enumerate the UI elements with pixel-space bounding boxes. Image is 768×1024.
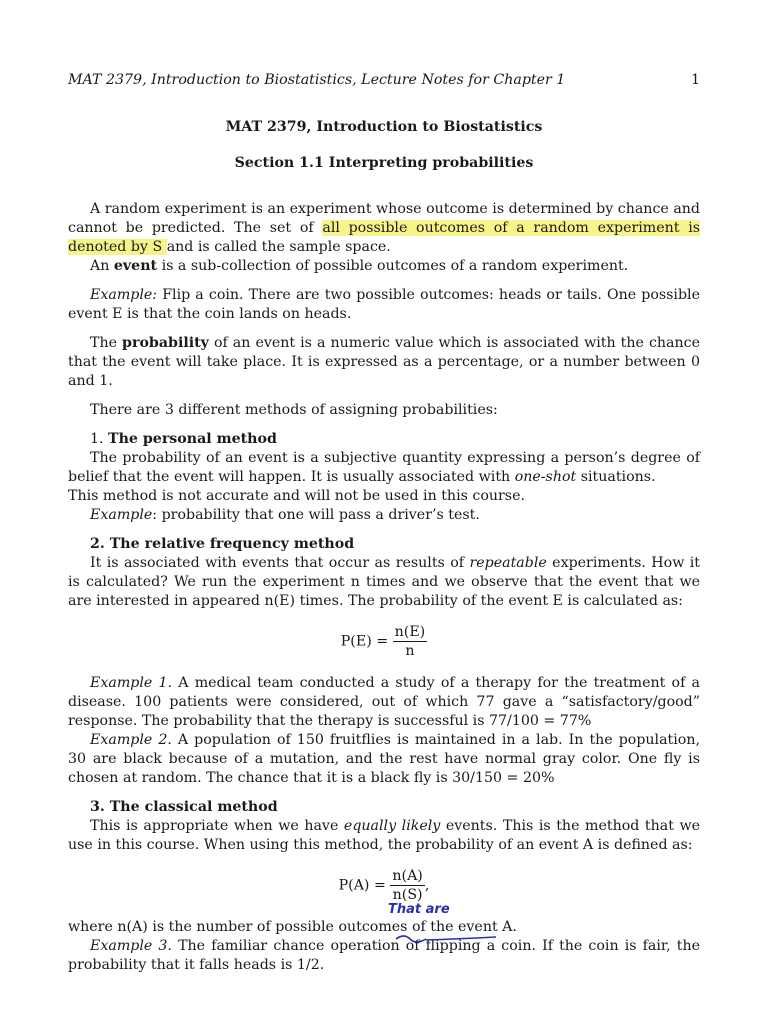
- text-run: and is called the sample space.: [166, 239, 391, 255]
- handwritten-text: That are: [388, 902, 450, 917]
- paragraph-classical: [68, 817, 700, 855]
- paragraph-relative-frequency: [68, 554, 700, 611]
- heading-classical-method: [68, 798, 700, 817]
- handwritten-annotation: [388, 902, 517, 935]
- document-title: MAT 2379, Introduction to Biostatistics: [225, 119, 543, 135]
- fraction: [390, 867, 424, 904]
- text-run: where n(A) is the number of possible outcome: [68, 919, 401, 935]
- paragraph-example-3: [68, 937, 700, 975]
- highlighted-text: all possible outcomes of a random experiment is denoted by S: [68, 220, 701, 255]
- text-run: The: [90, 335, 123, 351]
- paragraph-event: [68, 257, 700, 276]
- fraction: [393, 623, 428, 660]
- fraction-numerator: n(A): [392, 868, 423, 884]
- paragraph-example: [68, 286, 700, 324]
- paragraph-probability: [68, 334, 700, 391]
- text-run: It is associated with events that occur as results of: [90, 555, 470, 571]
- text-run: : probability that one will pass a driver’s test.: [152, 507, 480, 523]
- fraction-denominator: n: [405, 643, 415, 659]
- handwriting-ink: [388, 902, 506, 947]
- equation-classical: [68, 867, 700, 904]
- paragraph-example-2: [68, 731, 700, 788]
- paragraph-personal-1: [68, 449, 700, 487]
- bold-term: probability: [122, 335, 209, 351]
- heading-number: 1.: [90, 431, 109, 447]
- text-run: A population of 150 fruitflies is maintained in a lab. In the population, 30 are black because of a mutation, and the rest have normal gray color. One fly is chosen at random. The chance that it is a black fly is 30/150 = 20%: [68, 732, 700, 786]
- italic-term: equally likely: [343, 818, 441, 834]
- equation-relative-frequency: [68, 623, 700, 660]
- fraction-numerator: n(E): [394, 624, 426, 640]
- bold-term: event: [113, 258, 158, 274]
- example-label: Example 1.: [90, 675, 173, 691]
- text-run: is a sub-collection of possible outcomes of a random experiment.: [157, 258, 629, 274]
- heading-relative-frequency: [68, 535, 700, 554]
- paragraph-personal-2: This method is not accurate and will not be used in this course.: [68, 488, 525, 504]
- example-label: Example: [90, 507, 153, 523]
- heading-text: 3. The classical method: [90, 799, 278, 815]
- example-label: Example:: [90, 287, 158, 303]
- text-run: of an event is a numeric value which is associated with the chance that the event will take place. It is expressed as a percentage, or a number between 0 and 1.: [68, 335, 700, 389]
- text-run: Flip a coin. There are two possible outcomes: heads or tails. One possible event E is that the coin lands on heads.: [68, 287, 700, 322]
- paragraph-where: [68, 902, 700, 937]
- text-run: This is appropriate when we have: [90, 818, 344, 834]
- heading-text: 2. The relative frequency method: [90, 536, 355, 552]
- running-header: [68, 71, 700, 90]
- paragraph-methods-intro: There are 3 different methods of assigning probabilities:: [90, 402, 498, 418]
- italic-term: repeatable: [469, 555, 547, 571]
- italic-term: one-shot: [514, 469, 577, 485]
- text-run: experiments. How it is calculated? We run the experiment n times and we observe that the event that we are interested in appeared n(E) times. The probability of the event E is calculated as:: [68, 555, 700, 609]
- body-content: [68, 200, 700, 975]
- text-run: The familiar chance operation of flipping a coin. If the coin is fair, the probability that it falls heads is 1/2.: [68, 938, 700, 973]
- page-number: 1: [690, 72, 700, 88]
- paragraph-random-experiment: [68, 200, 700, 257]
- equation-tail: ,: [424, 877, 430, 894]
- example-label: Example 2.: [90, 732, 172, 748]
- text-run: The probability of an event is a subjective quantity expressing a person’s degree of belief that the event will happen. It is usually associated with: [68, 450, 700, 485]
- example-label: Example 3.: [90, 938, 172, 954]
- text-run: s of the event A.: [400, 919, 517, 935]
- running-title: MAT 2379, Introduction to Biostatistics, Lecture Notes for Chapter 1: [68, 72, 566, 88]
- text-run: An: [90, 258, 114, 274]
- equation-lhs: P(A) =: [338, 877, 391, 894]
- text-run: events. This is the method that we use in this course. When using this method, the probability of an event A is defined as:: [68, 818, 701, 853]
- equation-lhs: P(E) =: [340, 633, 393, 650]
- text-run: A medical team conducted a study of a therapy for the treatment of a disease. 100 patients were considered, out of which 77 gave a “satisfactory/good” response. The probability that the therapy is successful is 77/100 = 77%: [68, 675, 700, 729]
- section-title: Section 1.1 Interpreting probabilities: [234, 155, 534, 171]
- text-run: A random experiment is an experiment whose outcome is determined by chance and cannot be predicted. The set of: [68, 201, 700, 236]
- text-run: situations.: [576, 469, 656, 485]
- paragraph-example-1: [68, 674, 700, 731]
- fraction-denominator: n(S): [392, 887, 423, 903]
- paragraph-personal-example: [68, 506, 700, 525]
- heading-text: The personal method: [108, 431, 277, 447]
- heading-personal-method: [68, 430, 700, 449]
